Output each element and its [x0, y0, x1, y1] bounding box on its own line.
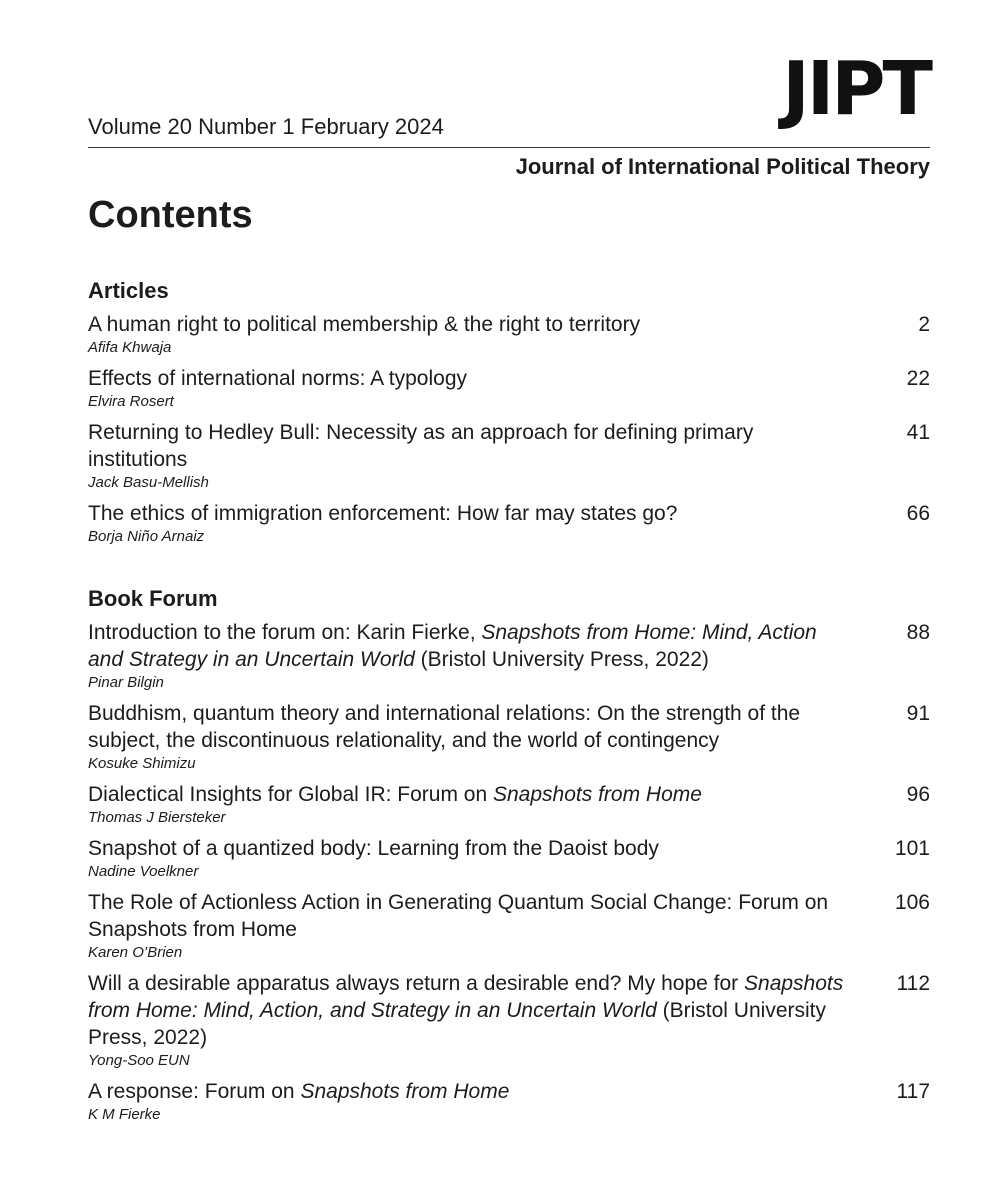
- section-heading: Articles: [88, 278, 169, 303]
- entry-title-text: Returning to Hedley Bull: Necessity as an approach for defining primary institutions: [88, 421, 754, 471]
- page-title: Contents: [88, 194, 253, 236]
- entry-title-text: Effects of international norms: A typology: [88, 367, 467, 390]
- entry-page-number: 117: [896, 1080, 930, 1103]
- toc-entry: [88, 419, 930, 492]
- toc-entry: [88, 889, 930, 962]
- entry-page-number: 88: [906, 621, 930, 644]
- entry-title-italic: Snapshots from Home: Mind, Action, and Strategy in an Uncertain World: [88, 972, 844, 1022]
- entry-title-text: (Bristol University Press, 2022): [88, 999, 826, 1049]
- entry-title-text: A human right to political membership & the right to territory: [88, 313, 641, 336]
- entry-title-text: Buddhism, quantum theory and international relations: On the strength of the subject, the discontinuous relationality, and the world of contingency: [88, 702, 801, 752]
- entry-title-text: Introduction to the forum on: Karin Fierke,: [88, 621, 482, 644]
- entry-list: [88, 619, 930, 1124]
- entry-author: Pinar Bilgin: [88, 674, 164, 691]
- entry-title-text: The ethics of immigration enforcement: How far may states go?: [88, 502, 678, 525]
- entry-title-text: Dialectical Insights for Global IR: Forum on: [88, 783, 493, 806]
- entry-page-number: 66: [906, 502, 930, 525]
- entry-title-italic: Snapshots from Home: [300, 1080, 510, 1103]
- toc-entry: [88, 781, 930, 827]
- toc-entry: [88, 500, 930, 546]
- entry-title: [88, 700, 930, 754]
- section-articles: [88, 277, 930, 554]
- entry-title: [88, 365, 930, 392]
- entry-title-italic: Snapshots from Home: [493, 783, 702, 806]
- entry-author: Kosuke Shimizu: [88, 755, 196, 772]
- entry-title: [88, 835, 930, 862]
- entry-author: Jack Basu-Mellish: [88, 474, 209, 491]
- section-book-forum: [88, 585, 930, 1132]
- entry-author: Afifa Khwaja: [88, 339, 172, 356]
- entry-page-number: 2: [918, 313, 930, 336]
- toc-entry: [88, 619, 930, 692]
- entry-author: Elvira Rosert: [88, 393, 174, 410]
- issue-info: Volume 20 Number 1 February 2024: [88, 114, 444, 139]
- entry-page-number: 91: [906, 702, 930, 725]
- entry-title-text: A response: Forum on: [88, 1080, 301, 1103]
- entry-title: [88, 311, 930, 338]
- entry-author: K M Fierke: [88, 1106, 161, 1123]
- entry-page-number: 112: [896, 972, 930, 995]
- entry-title-text: (Bristol University Press, 2022): [414, 648, 709, 671]
- toc-entry: [88, 311, 930, 357]
- entry-page-number: 22: [906, 367, 930, 390]
- toc-entry: [88, 365, 930, 411]
- entry-author: Borja Niño Arnaiz: [88, 528, 205, 545]
- entry-title-italic: Snapshots from Home: Mind, Action and Strategy in an Uncertain World: [88, 621, 817, 671]
- entry-title-text: The Role of Actionless Action in Generating Quantum Social Change: Forum on Snapshots from Home: [88, 891, 829, 941]
- section-heading: Book Forum: [88, 586, 218, 611]
- entry-title: [88, 500, 930, 527]
- toc-entry: [88, 835, 930, 881]
- entry-page-number: 106: [894, 891, 930, 914]
- toc-entry: [88, 970, 930, 1070]
- entry-title-text: Will a desirable apparatus always return a desirable end? My hope for: [88, 972, 745, 995]
- entry-author: Thomas J Biersteker: [88, 809, 226, 826]
- header-divider: [88, 147, 930, 148]
- entry-title: [88, 1078, 930, 1105]
- toc-entry: [88, 700, 930, 773]
- toc-entry: [88, 1078, 930, 1124]
- entry-title: [88, 970, 930, 1051]
- entry-title: [88, 889, 930, 943]
- entry-page-number: 96: [906, 783, 930, 806]
- entry-title-text: Snapshot of a quantized body: Learning from the Daoist body: [88, 837, 659, 860]
- journal-logo: JIPT: [782, 46, 930, 132]
- entry-author: Nadine Voelkner: [88, 863, 199, 880]
- entry-list: [88, 311, 930, 546]
- entry-title: [88, 419, 930, 473]
- entry-title: [88, 619, 930, 673]
- entry-page-number: 101: [894, 837, 930, 860]
- entry-title: [88, 781, 930, 808]
- journal-name: Journal of International Political Theory: [515, 154, 930, 179]
- entry-author: Karen O’Brien: [88, 944, 183, 961]
- entry-author: Yong-Soo EUN: [88, 1052, 190, 1069]
- entry-page-number: 41: [906, 421, 930, 444]
